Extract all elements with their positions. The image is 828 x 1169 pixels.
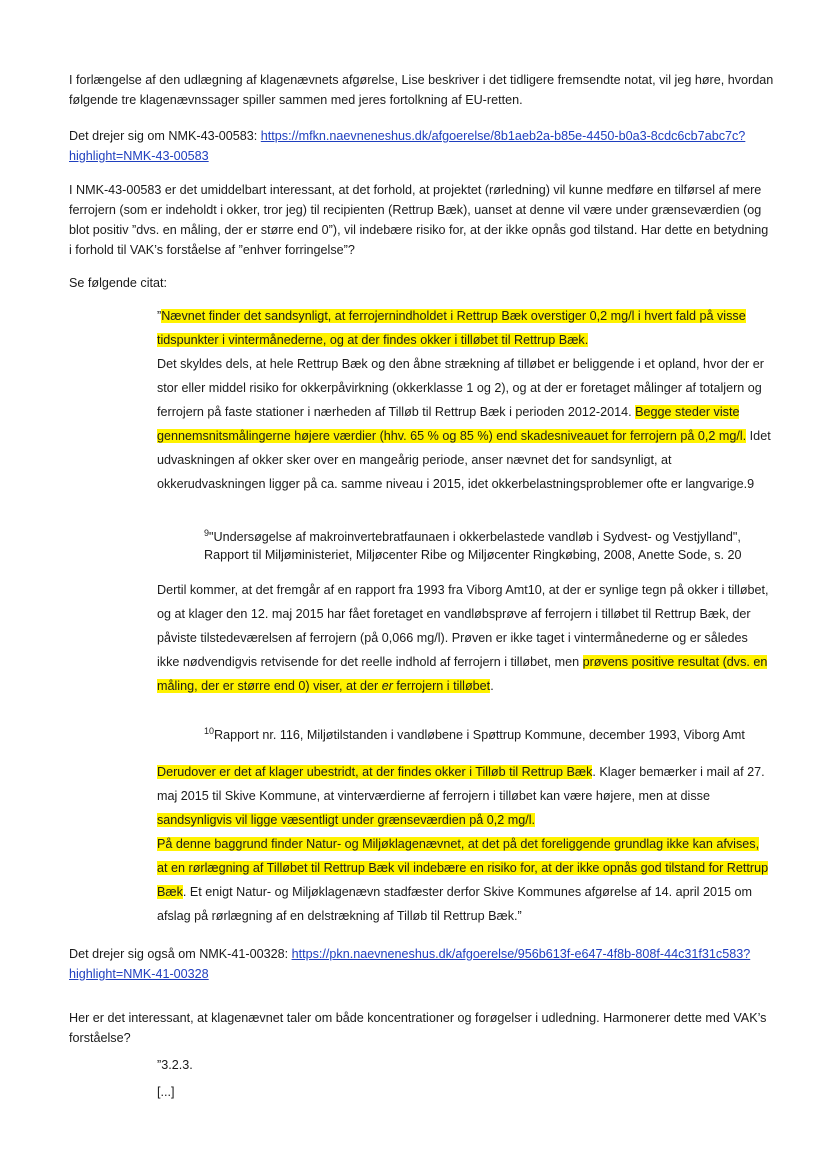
highlight-okker-undisputed: Derudover er det af klager ubestridt, at der findes okker i Tilløb til Rettrup Bæk [157,765,593,779]
quote-text-stadfaester: . Et enigt Natur- og Miljøklagenævn stadfæster derfor Skive Kommunes afgørelse af 14. april 2015 om afslag på rørlægning af en delstrækning af Tilløb til Rettrup Bæk.” [157,885,752,923]
case2-paragraph: Her er det interessant, at klagenævnet taler om både koncentrationer og forøgelser i udledning. Harmonerer dette med VAK’s forståelse? [69,1011,767,1045]
period: . [490,679,494,693]
highlight-below-limit: sandsynligvis vil ligge væsentligt under grænseværdien på 0,2 mg/l. [157,813,536,827]
quote-text-udvaskning: Idet udvaskningen af okker sker over en mangeårig periode, anser nævnet det for sandsynligt, at okkerudvaskningen ligger på ca. samme niveau i 2015, idet okkerbelastningsproblemer ofte er langvarige.9 [157,429,771,491]
highlight-conclusion: På denne baggrund finder Natur- og Miljøklagenævnet, at det på det foreliggende grundlag ikke kan afvises, at en rørlægning af Tilløbet til Rettrup Bæk vil indebære en risiko for, at der ikke opnås god tilstand for Rettrup Bæk [157,837,769,899]
intro-paragraph: I forlængelse af den udlægning af klagenævnets afgørelse, Lise beskriver i det tidligere fremsendte notat, vil jeg høre, hvordan følgende tre klagenævnssager spiller sammen med jeres fortolkning af EU-retten. [69,73,774,107]
quote-text-viborg: Dertil kommer, at det fremgår af en rapport fra 1993 fra Viborg Amt10, at der er synlige tegn på okker i tilløbet, og at klager den 12. maj 2015 har fået foretaget en vandløbsprøve af ferrojern i tilløbet til Rettrup Bæk, der påviste tilstedeværelsen af ferrojern (på 0,066 mg/l). Prøven er ikke taget i vintermånederne og er således ikke nødvendigvis retvisende for det reelle indhold af ferrojern i tilløbet, men [157,583,769,669]
case2-ellipsis: [...] [157,1085,175,1099]
footnote-10-number: 10 [204,726,215,736]
highlight-positive-result-b: ferrojern i tilløbet [392,679,491,693]
quote-paragraph-1 [157,304,772,496]
footnote-10 [204,722,770,744]
case2-link[interactable]: https://pkn.naevneneshus.dk/afgoerelse/956b613f-e647-4f8b-808f-44c31f31c583?highlight=NMK-41-00328 [69,947,751,981]
quote-open-mark: ” [157,309,162,323]
case1-link[interactable]: https://mfkn.naevneneshus.dk/afgoerelse/8b1aeb2a-b85e-4450-b0a3-8cdc6cb7abc7c?highlight=NMK-43-00583 [69,129,746,163]
quote-paragraph-2 [157,578,772,698]
footnote-9-text: "Undersøgelse af makroinvertebratfaunaen i okkerbelastede vandløb i Sydvest- og Vestjylland", Rapport til Miljøministeriet, Miljøcenter Ribe og Miljøcenter Ringkøbing, 2008, Anette Sode, s. 20 [204,530,742,562]
emphasis-er: er [381,679,393,693]
quote-text-mail: . Klager bemærker i mail af 27. maj 2015 til Skive Kommune, at vinterværdierne af ferrojern i tilløbet kan være højere, men at disse [157,765,765,803]
footnote-9 [204,524,770,564]
case2-reference [69,944,774,984]
footnote-10-text: Rapport nr. 116, Miljøtilstanden i vandløbene i Spøttrup Kommune, december 1993, Viborg Amt [214,728,745,742]
quote-text-opland: Det skyldes dels, at hele Rettrup Bæk og den åbne strækning af tilløbet er beliggende i et opland, hvor der er stor eller middel risiko for okkerpåvirkning (okkerklasse 1 og 2), og at der er foretaget målinger af totaljern og ferrojern på faste stationer i nærheden af Tilløb til Rettrup Bæk i perioden 2012-2014. [157,357,764,419]
highlight-measurements: Begge steder viste gennemsnitsmålingerne højere værdier (hhv. 65 % og 85 %) end skadesniveauet for ferrojern på 0,2 mg/l. [157,405,747,443]
highlight-positive-result-a: prøvens positive resultat (dvs. en måling, der er større end 0) viser, at der [157,655,768,693]
footnote-9-number: 9 [204,528,210,538]
quote-paragraph-3 [157,760,772,928]
case2-prefix: Det drejer sig også om NMK-41-00328: [69,947,292,961]
case1-reference [69,126,774,166]
case1-prefix: Det drejer sig om NMK-43-00583: [69,129,261,143]
case2-quote-start: ”3.2.3. [157,1058,193,1072]
see-quote-label: Se følgende citat: [69,276,168,290]
case1-paragraph: I NMK-43-00583 er det umiddelbart interessant, at det forhold, at projektet (rørledning) vil kunne medføre en tilførsel af mere ferrojern (som er indeholdt i okker, tror jeg) til recipienten (Rettrup Bæk), uanset at denne vil være under grænseværdien (og blot positiv ”dvs. en måling, der er større end 0”), vil indebære risiko for, at der ikke opnås god tilstand. Har dette en betydning i forhold til VAK’s forståelse af ”enhver forringelse”? [69,183,769,257]
highlight-ferrojern-statement: Nævnet finder det sandsynligt, at ferrojernindholdet i Rettrup Bæk overstiger 0,2 mg/l i hvert fald på visse tidspunkter i vintermånederne, og at der findes okker i tilløbet til Rettrup Bæk. [157,309,746,347]
